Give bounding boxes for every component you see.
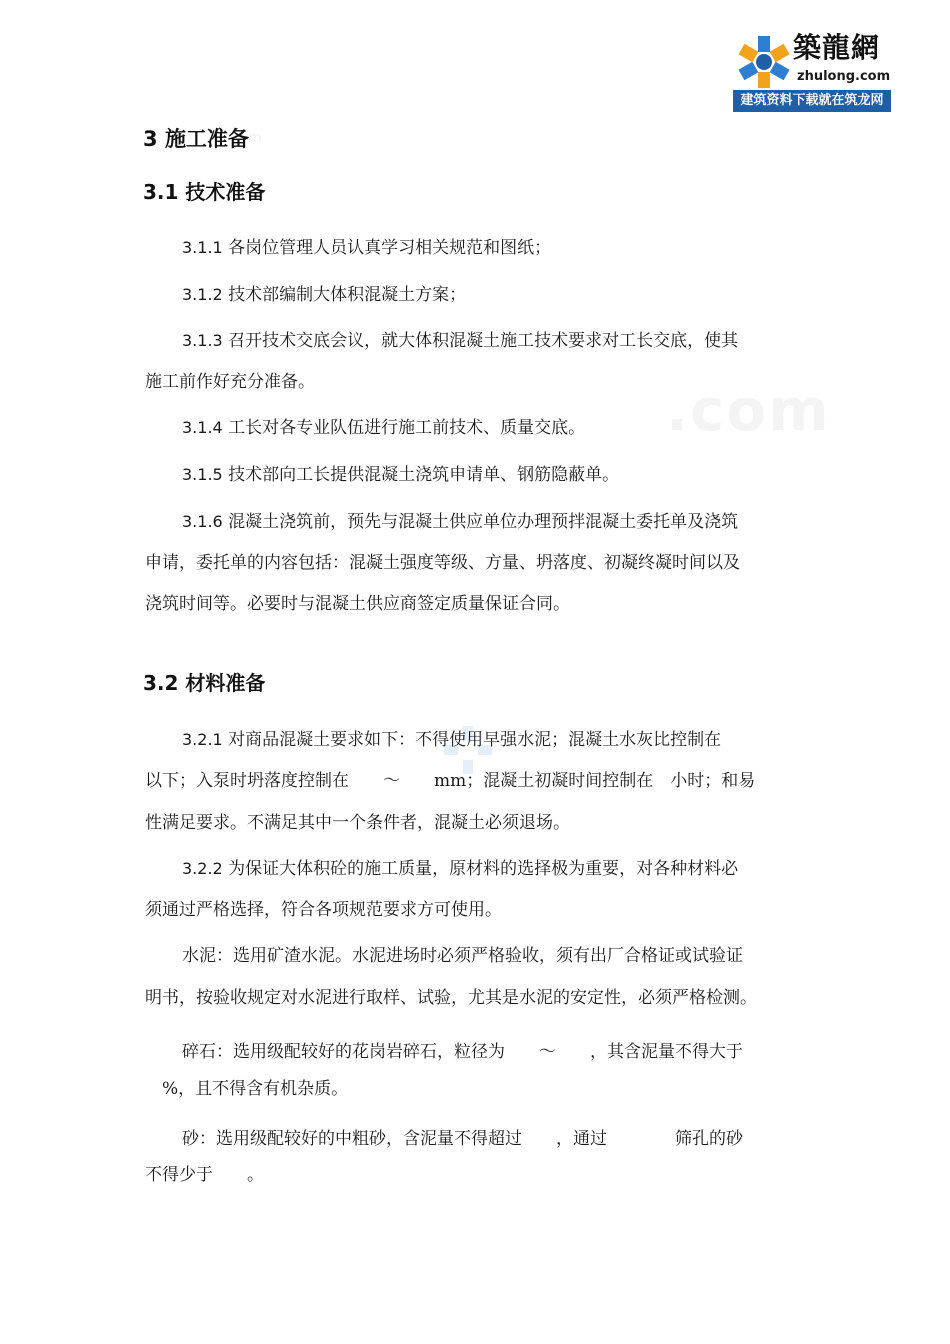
chapter-number: 3 [143,127,158,151]
item-text: 技术部向工长提供混凝土浇筑申请单、钢筋隐蔽单。 [228,465,620,485]
item-number: 3.1.5 [182,465,223,484]
logo-banner: 建筑资料下载就在筑龙网 [733,90,891,112]
material-gravel-line-2: %，且不得含有机杂质。 [145,1079,349,1099]
item-text: 混凝土浇筑前，预先与混凝土供应单位办理预拌混凝土委托单及浇筑 [228,512,739,532]
item-number: 3.1.2 [182,285,223,304]
watermark-small: m [248,130,262,146]
section-heading-3-2 [143,668,265,698]
zhulong-snowflake-icon [735,33,793,91]
item-3-1-6-line-2: 申请，委托单的内容包括：混凝土强度等级、方量、坍落度、初凝终凝时间以及 [145,553,740,573]
item-number: 3.1.3 [182,331,223,350]
material-cement-line-1: 水泥：选用矿渣水泥。水泥进场时必须严格验收，须有出厂合格证或试验证 [182,946,743,966]
section-title: 技术准备 [185,180,266,204]
section-title: 材料准备 [185,671,266,695]
material-sand-line-2: 不得少于 。 [145,1165,264,1185]
item-3-2-2-line-2: 须通过严格选择，符合各项规范要求方可使用。 [145,900,502,920]
item-3-1-3-line-2: 施工前作好充分准备。 [145,372,315,392]
item-number: 3.2.2 [182,859,223,878]
item-text: 各岗位管理人员认真学习相关规范和图纸； [228,238,552,258]
item-number: 3.2.1 [182,730,223,749]
item-text: 工长对各专业队伍进行施工前技术、质量交底。 [228,418,586,438]
watermark-com: .com [666,376,831,444]
logo-domain: zhulong.com [797,69,891,84]
material-sand-line-1: 砂：选用级配较好的中粗砂，含泥量不得超过 ，通过 筛孔的砂 [182,1129,743,1149]
section-number: 3.2 [143,671,179,695]
item-number: 3.1.1 [182,238,223,257]
item-3-1-3-line-1 [182,329,738,353]
logo-chinese-name: 築龍網 [793,31,881,64]
zhulong-logo [733,30,891,112]
item-3-1-2-line-1 [182,283,466,307]
item-text: 对商品混凝土要求如下：不得使用早强水泥；混凝土水灰比控制在 [228,730,722,750]
chapter-heading [143,124,249,154]
item-3-1-1-line-1 [182,236,551,260]
item-3-2-1-line-2: 以下；入泵时坍落度控制在 ～ mm；混凝土初凝时间控制在 小时；和易 [145,771,756,791]
section-heading-3-1 [143,177,265,207]
item-text: 召开技术交底会议，就大体积混凝土施工技术要求对工长交底，使其 [228,331,739,351]
item-3-2-1-line-1 [182,728,721,752]
item-3-1-5-line-1 [182,463,619,487]
item-text: 为保证大体积砼的施工质量，原材料的选择极为重要，对各种材料必 [228,859,739,879]
item-text: 技术部编制大体积混凝土方案； [228,285,467,305]
item-number: 3.1.6 [182,512,223,531]
item-3-2-2-line-1 [182,857,738,881]
chapter-title: 施工准备 [164,127,249,151]
item-3-1-4-line-1 [182,416,585,440]
item-3-2-1-line-3: 性满足要求。不满足其中一个条件者，混凝土必须退场。 [145,813,570,833]
section-number: 3.1 [143,180,179,204]
item-3-1-6-line-3: 浇筑时间等。必要时与混凝土供应商签定质量保证合同。 [145,594,570,614]
material-gravel-line-1: 碎石：选用级配较好的花岗岩碎石，粒径为 ～ ，其含泥量不得大于 [182,1042,743,1062]
material-cement-line-2: 明书，按验收规定对水泥进行取样、试验，尤其是水泥的安定性，必须严格检测。 [145,988,757,1008]
item-number: 3.1.4 [182,418,223,437]
item-3-1-6-line-1 [182,510,738,534]
logo-top [733,30,891,88]
